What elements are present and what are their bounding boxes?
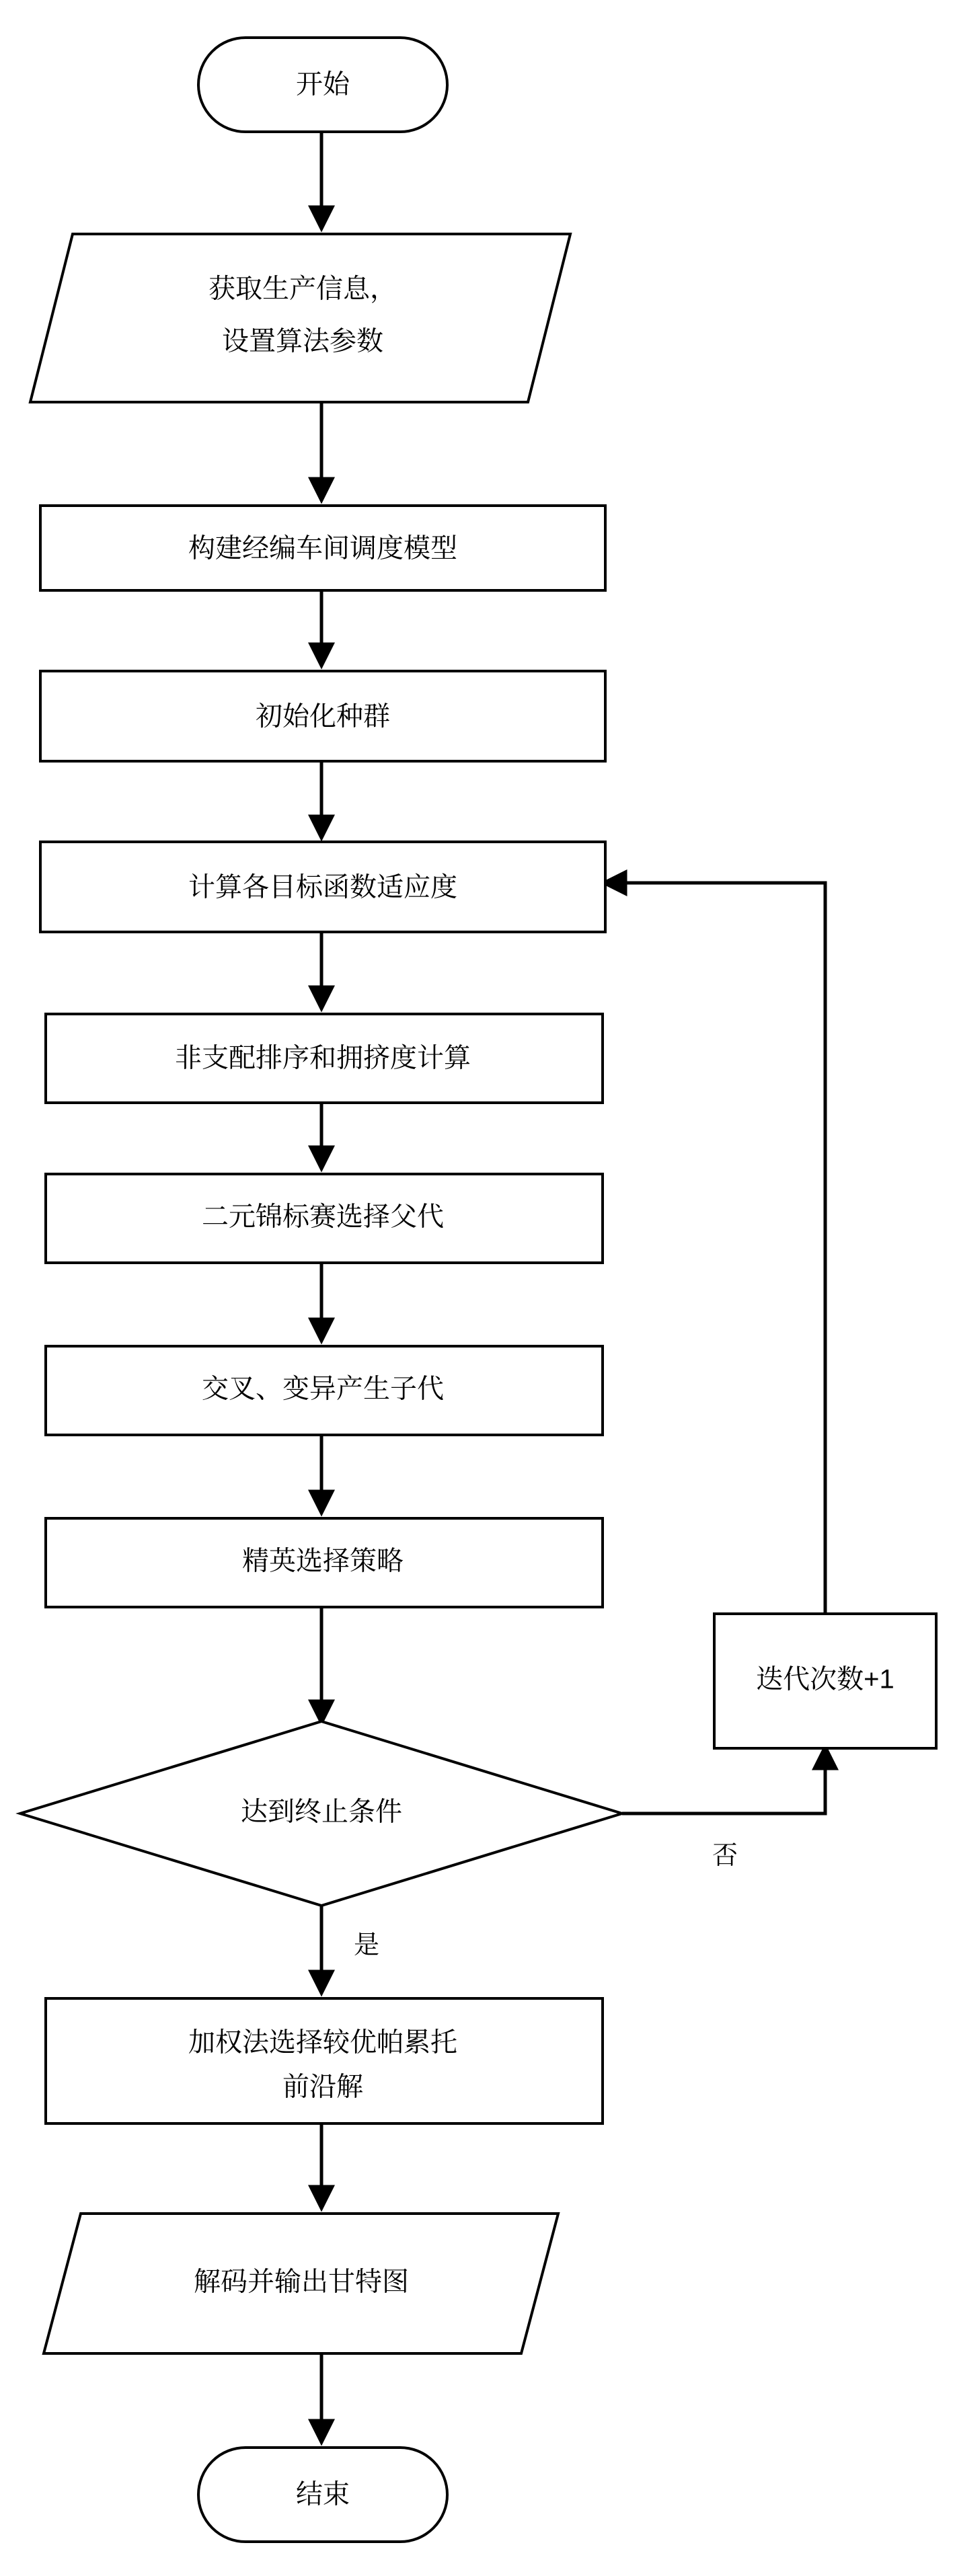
node-output[interactable]	[44, 2214, 558, 2353]
node-fitness[interactable]	[40, 842, 605, 932]
edge-iteration-to-fitness	[605, 883, 825, 1614]
node-init[interactable]	[40, 671, 605, 761]
node-input-label-line2: 设置算法参数	[222, 326, 383, 356]
edge-label-no: 否	[712, 1842, 738, 1871]
node-model-label: 构建经编车间调度模型	[188, 533, 457, 563]
node-end-label: 结束	[296, 2479, 350, 2509]
node-select-label: 二元锦标赛选择父代	[202, 1202, 444, 1232]
node-decision-label: 达到终止条件	[241, 1797, 402, 1827]
node-weighted[interactable]	[46, 1998, 603, 2123]
node-crossover-label: 交叉、变异产生子代	[202, 1374, 444, 1404]
node-start[interactable]	[198, 38, 447, 132]
node-output-label: 解码并输出甘特图	[194, 2267, 409, 2297]
node-weighted-label-line2: 前沿解	[282, 2072, 363, 2102]
node-select[interactable]	[46, 1174, 603, 1263]
node-init-label: 初始化种群	[256, 701, 390, 732]
node-iteration[interactable]	[714, 1614, 936, 1748]
node-end[interactable]	[198, 2448, 447, 2542]
node-input[interactable]	[30, 234, 570, 402]
node-decision[interactable]	[20, 1721, 622, 1906]
edge-label-yes: 是	[353, 1931, 380, 1960]
node-fitness-label: 计算各目标函数适应度	[188, 872, 457, 902]
edge-decision-no-to-iteration	[622, 1748, 825, 1813]
node-start-label: 开始	[296, 69, 350, 100]
node-weighted-label-line1: 加权法选择较优帕累托	[188, 2027, 457, 2058]
node-model[interactable]	[40, 506, 605, 590]
node-iteration-label: 迭代次数+1	[756, 1664, 894, 1694]
node-elite-label: 精英选择策略	[242, 1546, 404, 1576]
node-elite[interactable]	[46, 1518, 603, 1607]
node-crossover[interactable]	[46, 1346, 603, 1435]
node-sort[interactable]	[46, 1014, 603, 1103]
node-input-label-line1: 获取生产信息，	[208, 274, 397, 304]
node-sort-label: 非支配排序和拥挤度计算	[175, 1043, 471, 1073]
